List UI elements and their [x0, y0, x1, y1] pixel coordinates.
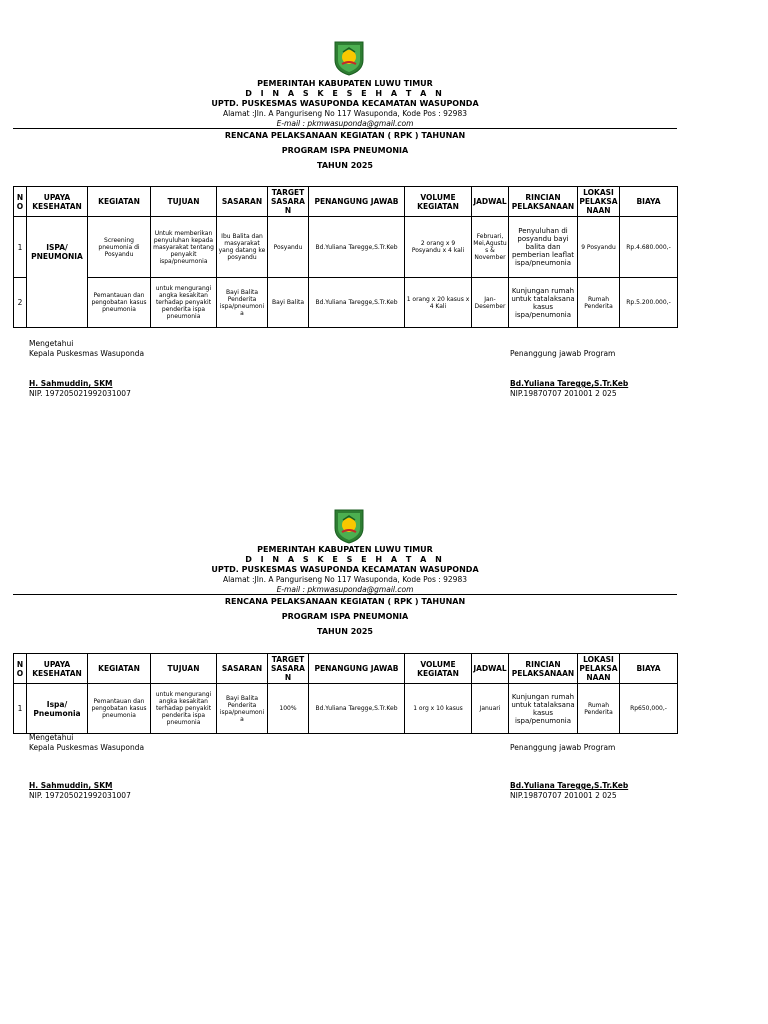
cell-sasaran: Ibu Balita dan masyarakat yang datang ke posyandu — [217, 217, 268, 278]
cell-rincian: Kunjungan rumah untuk tatalaksana kasus ispa/penumonia — [509, 684, 578, 734]
header-email: E-mail : pkmwasuponda@gmail.com — [276, 585, 414, 594]
table-header-row — [14, 654, 678, 684]
col-header-sasaran: SASARAN — [217, 654, 268, 684]
cell-pj: Bd.Yuliana Taregge,S.Tr.Keb — [309, 217, 405, 278]
sig-left-label-1: Mengetahui — [29, 339, 74, 348]
header-department: D I N A S K E S E H A T A N — [245, 89, 445, 98]
letterhead — [0, 545, 690, 595]
title-line-2: PROGRAM ISPA PNEUMONIA — [281, 146, 409, 155]
col-header-no: N O — [14, 187, 27, 217]
title-line-1: RENCANA PELAKSANAAN KEGIATAN ( RPK ) TAHUNAN — [224, 597, 466, 606]
cell-kegiatan: Pemantauan dan pengobatan kasus pneumonia — [88, 684, 151, 734]
header-puskesmas: UPTD. PUSKESMAS WASUPONDA KECAMATAN WASUPONDA — [211, 565, 479, 574]
sig-left-nip: NIP. 197205021992031007 — [29, 389, 131, 398]
cell-kegiatan: Screening pneumonia di Posyandu — [88, 217, 151, 278]
cell-upaya: Ispa/ Pneumonia — [27, 684, 88, 734]
signature-right — [510, 743, 628, 801]
title-line-2: PROGRAM ISPA PNEUMONIA — [281, 612, 409, 621]
cell-target: 100% — [268, 684, 309, 734]
header-government: PEMERINTAH KABUPATEN LUWU TIMUR — [257, 545, 433, 554]
cell-biaya: Rp.5.200.000,- — [620, 278, 678, 328]
col-header-volume: VOLUME KEGIATAN — [405, 187, 472, 217]
sig-left-name: H. Sahmuddin, SKM — [29, 781, 113, 790]
col-header-jadwal: JADWAL — [472, 187, 509, 217]
cell-tujuan: Untuk memberikan penyuluhan kepada masyarakat tentang penyakit ispa/pneumonia — [151, 217, 217, 278]
cell-tujuan: untuk mengurangi angka kesakitan terhadap penyakit penderita ispa pneumonia — [151, 684, 217, 734]
sig-right-label: Penanggung jawab Program — [510, 349, 616, 358]
header-puskesmas: UPTD. PUSKESMAS WASUPONDA KECAMATAN WASUPONDA — [211, 99, 479, 108]
header-address: Alamat :Jln. A Panguriseng No 117 Wasuponda, Kode Pos : 92983 — [222, 575, 468, 584]
col-header-sasaran: SASARAN — [217, 187, 268, 217]
cell-volume: 1 org x 10 kasus — [405, 684, 472, 734]
col-header-tujuan: TUJUAN — [151, 654, 217, 684]
col-header-volume: VOLUME KEGIATAN — [405, 654, 472, 684]
sig-right-nip: NIP.19870707 201001 2 025 — [510, 791, 617, 800]
col-header-rincian: RINCIAN PELAKSANAAN — [509, 187, 578, 217]
sig-right-name: Bd.Yuliana Taregge,S.Tr.Keb — [510, 781, 629, 790]
table-row — [14, 684, 678, 734]
cell-jadwal: Jan-Desember — [472, 278, 509, 328]
cell-target: Bayi Balita — [268, 278, 309, 328]
cell-lokasi: Rumah Penderita — [578, 684, 620, 734]
cell-pj: Bd.Yuliana Taregge,S.Tr.Keb — [309, 278, 405, 328]
cell-volume: 1 orang x 20 kasus x 4 Kali — [405, 278, 472, 328]
col-header-upaya: UPAYA KESEHATAN — [27, 654, 88, 684]
col-header-pj: PENANGUNG JAWAB — [309, 187, 405, 217]
header-email: E-mail : pkmwasuponda@gmail.com — [276, 119, 414, 128]
cell-sasaran: Bayi Balita Penderita ispa/pneumoni a — [217, 278, 268, 328]
document-title — [0, 594, 690, 639]
col-header-upaya: UPAYA KESEHATAN — [27, 187, 88, 217]
cell-kegiatan: Pemantauan dan pengobatan kasus pneumonia — [88, 278, 151, 328]
col-header-tujuan: TUJUAN — [151, 187, 217, 217]
title-line-3: TAHUN 2025 — [317, 161, 373, 170]
cell-lokasi: 9 Posyandu — [578, 217, 620, 278]
header-department: D I N A S K E S E H A T A N — [245, 555, 445, 564]
cell-no: 1 — [14, 217, 27, 278]
cell-jadwal: Februari, Mei,Agustu s & November — [472, 217, 509, 278]
cell-biaya: Rp650,000,- — [620, 684, 678, 734]
cell-volume: 2 orang x 9 Posyandu x 4 kali — [405, 217, 472, 278]
sig-right-nip: NIP.19870707 201001 2 025 — [510, 389, 617, 398]
cell-lokasi: Rumah Penderita — [578, 278, 620, 328]
col-header-kegiatan: KEGIATAN — [88, 654, 151, 684]
luwu-timur-emblem-logo — [331, 508, 367, 544]
col-header-target: TARGET SASARA N — [268, 654, 309, 684]
sig-left-name: H. Sahmuddin, SKM — [29, 379, 113, 388]
col-header-no: N O — [14, 654, 27, 684]
col-header-lokasi: LOKASI PELAKSA NAAN — [579, 655, 618, 682]
cell-biaya: Rp.4.680.000,- — [620, 217, 678, 278]
cell-tujuan: untuk mengurangi angka kesakitan terhadap penyakit penderita ispa pneumonia — [151, 278, 217, 328]
col-header-biaya: BIAYA — [620, 654, 678, 684]
sig-left-nip: NIP. 197205021992031007 — [29, 791, 131, 800]
sig-left-label-2: Kepala Puskesmas Wasuponda — [29, 743, 145, 752]
cell-jadwal: Januari — [472, 684, 509, 734]
header-address: Alamat :Jln. A Panguriseng No 117 Wasuponda, Kode Pos : 92983 — [222, 109, 468, 118]
col-header-rincian: RINCIAN PELAKSANAAN — [509, 654, 578, 684]
col-header-pj: PENANGUNG JAWAB — [309, 654, 405, 684]
header-government: PEMERINTAH KABUPATEN LUWU TIMUR — [257, 79, 433, 88]
cell-sasaran: Bayi Balita Penderita ispa/pneumoni a — [217, 684, 268, 734]
cell-rincian: Penyuluhan di posyandu bayi balita dan pemberian leaflat ispa/pneumonia — [509, 217, 578, 278]
cell-upaya: ISPA/ PNEUMONIA — [27, 217, 88, 328]
col-header-target: TARGET SASARA N — [268, 187, 309, 217]
cell-no: 2 — [14, 278, 27, 328]
sig-right-label: Penanggung jawab Program — [510, 743, 616, 752]
sig-left-label-1: Mengetahui — [29, 733, 74, 742]
col-header-biaya: BIAYA — [620, 187, 678, 217]
signature-left — [29, 733, 144, 801]
cell-rincian: Kunjungan rumah untuk tatalaksana kasus ispa/penumonia — [509, 278, 578, 328]
col-header-lokasi: LOKASI PELAKSA NAAN — [579, 188, 618, 215]
cell-target: Posyandu — [268, 217, 309, 278]
title-line-3: TAHUN 2025 — [317, 627, 373, 636]
cell-no: 1 — [14, 684, 27, 734]
cell-pj: Bd.Yuliana Taregge,S.Tr.Keb — [309, 684, 405, 734]
sig-left-label-2: Kepala Puskesmas Wasuponda — [29, 349, 145, 358]
rpk-table — [13, 653, 678, 734]
title-line-1: RENCANA PELAKSANAAN KEGIATAN ( RPK ) TAHUNAN — [224, 131, 466, 140]
col-header-jadwal: JADWAL — [472, 654, 509, 684]
col-header-kegiatan: KEGIATAN — [88, 187, 151, 217]
sig-right-name: Bd.Yuliana Taregge,S.Tr.Keb — [510, 379, 629, 388]
